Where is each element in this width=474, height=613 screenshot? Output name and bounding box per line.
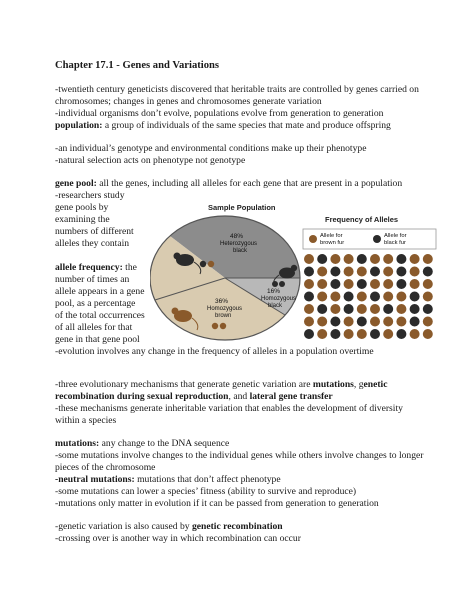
allele-legend [303,229,436,249]
black-allele-dot [330,317,340,327]
brown-allele-dot [423,329,433,339]
black-allele-dot [357,317,367,327]
recombination-line [55,521,425,533]
black-allele-dot [317,254,327,264]
brown-allele-dot [383,292,393,302]
brown-allele-dot [304,279,314,289]
gene-pool-definition [55,178,425,190]
brown-allele-dot [370,304,380,314]
black-allele-dot [423,304,433,314]
sample-population-title: Sample Population [208,203,276,212]
brown-allele-dot [383,329,393,339]
black-allele-legend-dot [373,235,381,243]
brown-allele-dot [330,254,340,264]
mechanisms-lateral-gene-transfer: lateral gene transfer [249,391,333,402]
black-allele-dot [410,304,420,314]
gene-pool-line-3: examining the [55,214,110,225]
brown-allele-dot [317,317,327,327]
mechanisms-genetic: enetic [363,379,388,390]
allele-dot-grid [304,254,433,339]
pie-pct-homozygous-black: 16% [267,288,281,295]
brown-allele-dot [330,292,340,302]
brown-allele-dot [317,267,327,277]
pie-allele-dot [279,281,285,287]
black-allele-dot [317,304,327,314]
legend-brown-1: Allele for [320,233,343,239]
black-allele-dot [423,267,433,277]
black-allele-dot [396,329,406,339]
brown-allele-dot [344,279,354,289]
chapter-title: Chapter 17.1 - Genes and Variations [55,60,220,71]
brown-allele-dot [383,279,393,289]
mechanisms-mutations: mutations [312,379,354,390]
black-allele-dot [330,329,340,339]
genotype-line: -an individual’s genotype and environmental conditions make up their phenotype [55,143,367,154]
frequency-title: Frequency of Alleles [325,215,399,224]
paragraph-variation-line1: -twentieth century geneticists discovered that heritable traits are controlled by genes carried on [55,84,419,95]
black-allele-dot [370,292,380,302]
neutral-mutations-def: mutations that don’t affect phenotype [134,474,281,485]
pie-label-homozygous-brown-2: brown [215,313,232,319]
black-allele-dot [370,329,380,339]
black-allele-dot [304,292,314,302]
gene-pool-line-1: -researchers study [55,190,125,201]
black-allele-dot [304,329,314,339]
evolution-change-line: -evolution involves any change in the frequency of alleles in a population overtime [55,346,374,357]
brown-allele-dot [344,329,354,339]
brown-allele-dot [330,304,340,314]
black-allele-dot [344,292,354,302]
brown-allele-dot [423,279,433,289]
pie-label-homozygous-brown-1: Homozygous [207,306,243,312]
brown-allele-dot [317,279,327,289]
pie-allele-dot [208,261,214,267]
allele-frequency-line-6: gene in that gene pool [55,334,140,345]
paragraph-variation-line2: chromosomes; changes in genes and chromosomes generate variation [55,96,322,107]
passed-on-line: -mutations only matter in evolution if it can be passed from generation to generation [55,498,379,509]
black-allele-dot [383,304,393,314]
allele-frequency-line-4: of the total occurrences [55,310,145,321]
gene-pool-line-2: gene pools by [55,202,109,213]
gene-pool-line-4: numbers of different [55,226,134,237]
black-allele-dot [396,279,406,289]
brown-allele-dot [396,304,406,314]
legend-brown-2: brown fur [320,240,345,246]
mechanisms-recombination: recombination during sexual reproduction [55,391,229,402]
pie-allele-dot [220,323,226,329]
pie-pct-homozygous-brown: 36% [215,298,229,305]
brown-allele-dot [410,254,420,264]
brown-allele-dot [357,304,367,314]
black-allele-dot [330,279,340,289]
mechanisms-and: , and [228,391,250,402]
brown-allele-dot [357,267,367,277]
population-pie [150,216,300,340]
pie-label-heterozygous-1: Heterozygous [220,241,258,247]
allele-frequency-term: allele frequency: [55,262,123,273]
brown-allele-dot [317,292,327,302]
black-allele-dot [304,267,314,277]
mutations-def: any change to the DNA sequence [99,438,230,449]
black-allele-dot [370,267,380,277]
fitness-line: -some mutations can lower a species’ fitness (ability to survive and reproduce) [55,486,357,497]
brown-allele-dot [357,292,367,302]
mechanisms-line-3: -these mechanisms generate inheritable variation that enables the development of diversity [55,403,403,414]
gene-pool-line-5: alleles they contain [55,238,130,249]
black-allele-dot [410,292,420,302]
brown-allele-dot [304,304,314,314]
allele-frequency-line-5: of all alleles for that [55,322,133,333]
neutral-mutations-line [55,474,425,486]
black-allele-dot [344,304,354,314]
brown-allele-dot [344,254,354,264]
brown-allele-dot [344,317,354,327]
brown-allele-dot [410,279,420,289]
mechanisms-line-2 [55,391,425,403]
pie-pct-heterozygous: 48% [230,233,244,240]
brown-allele-dot [383,317,393,327]
allele-frequency-line-1: number of times an [55,274,130,285]
black-allele-dot [357,279,367,289]
brown-allele-legend-dot [309,235,317,243]
population-term: population: [55,120,103,131]
black-allele-dot [410,317,420,327]
black-allele-dot [396,254,406,264]
pie-label-homozygous-black-2: black [268,303,283,309]
natural-selection-line: -natural selection acts on phenotype not genotype [55,155,246,166]
legend-black-1: Allele for [384,233,407,239]
allele-frequency-definition [55,262,155,274]
mechanisms-pre: -three evolutionary mechanisms that generate genetic variation are [55,379,313,390]
brown-allele-dot [410,267,420,277]
recombination-pre: -genetic variation is also caused by [55,521,192,532]
brown-allele-dot [383,254,393,264]
crossing-over-line: -crossing over is another way in which recombination can occur [55,533,301,544]
black-allele-dot [330,267,340,277]
brown-allele-dot [317,329,327,339]
brown-allele-dot [304,317,314,327]
pie-label-heterozygous-2: black [233,248,248,254]
brown-allele-dot [304,254,314,264]
pie-allele-dot [272,281,278,287]
brown-allele-dot [423,317,433,327]
brown-allele-dot [370,254,380,264]
brown-allele-dot [370,279,380,289]
mutations-line-2: -some mutations involve changes to the individual genes while others involve changes to longer [55,450,424,461]
black-allele-dot [396,267,406,277]
population-def: a group of individuals of the same species that mate and produce offspring [102,120,391,131]
mutations-line-3: pieces of the chromosome [55,462,156,473]
mutations-term: mutations: [55,438,100,449]
brown-allele-dot [396,317,406,327]
gene-pool-def: all the genes, including all alleles for each gene that are present in a population [96,178,403,189]
brown-allele-dot [396,292,406,302]
mutations-definition [55,438,425,450]
mechanisms-line-4: within a species [55,415,117,426]
recombination-term: genetic recombination [191,521,283,532]
mechanisms-comma: , g [353,379,364,390]
mechanisms-line-1 [55,379,425,391]
black-allele-dot [357,254,367,264]
legend-black-2: black fur [384,240,406,246]
population-definition [55,120,425,132]
brown-allele-dot [423,292,433,302]
pie-label-homozygous-black-1: Homozygous [261,296,297,302]
brown-allele-dot [357,329,367,339]
allele-frequency-rest: the [122,262,137,273]
brown-allele-dot [410,329,420,339]
neutral-mutations-term: -neutral mutations: [55,474,135,485]
allele-frequency-line-2: allele appears in a gene [55,286,145,297]
brown-allele-dot [423,254,433,264]
brown-allele-dot [344,267,354,277]
pie-allele-dot [200,261,206,267]
allele-frequency-figure [150,200,440,350]
allele-frequency-line-3: pool, as a percentage [55,298,136,309]
pie-allele-dot [212,323,218,329]
brown-allele-dot [370,317,380,327]
gene-pool-term: gene pool: [55,178,97,189]
paragraph-evolve-line: -individual organisms don’t evolve, populations evolve from generation to generation [55,108,384,119]
brown-allele-dot [383,267,393,277]
